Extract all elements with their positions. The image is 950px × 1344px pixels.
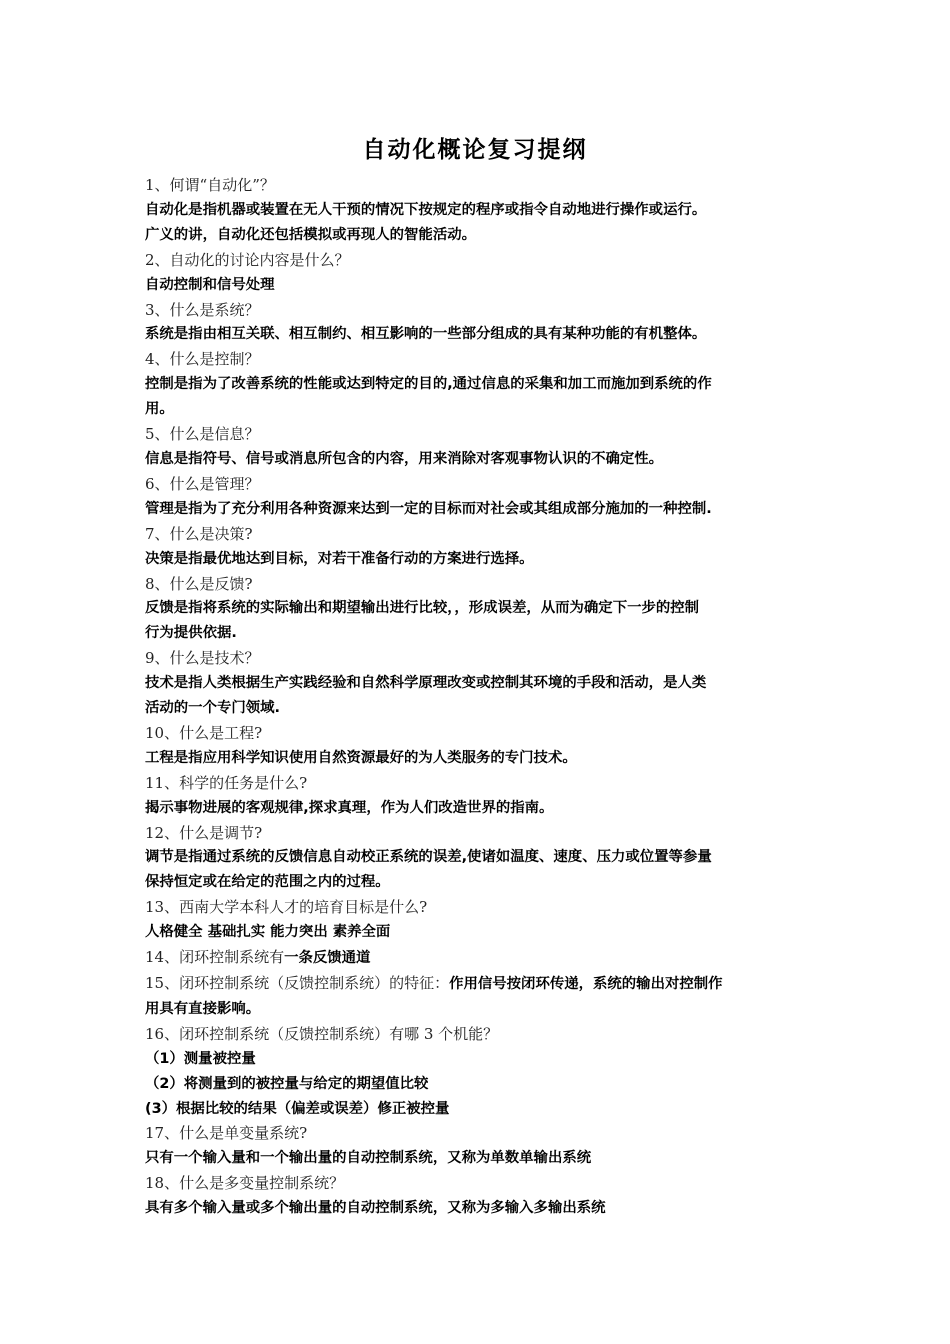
answer-text: 一条反馈通道 — [284, 950, 371, 967]
answer-text: (3）根据比较的结果（偏差或误差）修正被控量 — [145, 1100, 450, 1117]
question-text: 15、闭环控制系统（反馈控制系统）的特征： — [145, 974, 450, 992]
answer-text: 作用信号按闭环传递，系统的输出对控制作 — [449, 976, 723, 992]
question-text: 11、科学的任务是什么? — [145, 773, 308, 792]
answer-text: 广义的讲，自动化还包括模拟或再现人的智能活动。 — [145, 226, 476, 243]
qa-item-14 — [145, 945, 810, 971]
question-text: 17、什么是单变量系统? — [145, 1124, 308, 1143]
answer-text: 信息是指符号、信号或消息所包含的内容，用来消除对客观事物认识的不确定性。 — [145, 450, 664, 467]
question-text: 14、闭环控制系统有 — [145, 948, 285, 967]
question-text: 5、什么是信息？ — [145, 425, 260, 444]
document-body — [145, 173, 810, 1221]
answer-text: （1）测量被控量 — [145, 1050, 256, 1067]
answer-text: 用具有直接影响。 — [145, 1000, 261, 1017]
question-text: 9、什么是技术？ — [145, 649, 260, 668]
question-text: 6、什么是管理？ — [145, 474, 260, 493]
answer-text: 行为提供依据. — [145, 625, 237, 642]
question-text: 13、西南大学本科人才的培育目标是什么? — [145, 898, 428, 917]
answer-text: （2）将测量到的被控量与给定的期望值比较 — [145, 1075, 429, 1092]
answer-text: 控制是指为了改善系统的性能或达到特定的目的,通过信息的采集和加工而施加到系统的作 — [145, 376, 712, 393]
answer-text: 揭示事物进展的客观规律,探求真理，作为人们改造世界的指南。 — [145, 799, 554, 816]
qa-list — [145, 173, 810, 945]
question-text: 7、什么是决策? — [145, 524, 253, 543]
question-text: 1、何谓“自动化”？ — [145, 176, 275, 194]
answer-text: 管理是指为了充分利用各种资源来达到一定的目标而对社会或其组成部分施加的一种控制. — [145, 500, 712, 517]
answer-text: 技术是指人类根据生产实践经验和自然科学原理改变或控制其环境的手段和活动，是人类 — [145, 675, 707, 692]
question-text: 10、什么是工程? — [145, 723, 263, 742]
question-text: 16、闭环控制系统（反馈控制系统）有哪 3 个机能？ — [145, 1024, 499, 1043]
answer-text: 只有一个输入量和一个输出量的自动控制系统，又称为单数单输出系统 — [145, 1150, 592, 1167]
answer-text: 用。 — [145, 401, 174, 418]
document-title: 自动化概论复习提纲 — [362, 136, 588, 163]
question-text: 3、什么是系统？ — [145, 300, 260, 319]
answer-text: 工程是指应用科学知识使用自然资源最好的为人类服务的专门技术。 — [145, 749, 577, 766]
question-text: 8、什么是反馈? — [145, 574, 253, 593]
question-text: 4、什么是控制？ — [145, 350, 260, 369]
question-text: 2、自动化的讨论内容是什么？ — [145, 250, 350, 269]
answer-text: 具有多个输入量或多个输出量的自动控制系统，又称为多输入多输出系统 — [145, 1200, 606, 1217]
question-text: 12、什么是调节? — [145, 823, 263, 842]
answer-text: 活动的一个专门领域. — [145, 700, 280, 717]
answer-text: 反馈是指将系统的实际输出和期望输出进行比较，，形成误差，从而为确定下一步的控制 — [145, 600, 700, 617]
answer-text: 系统是指由相互关联、相互制约、相互影响的一些部分组成的具有某种功能的有机整体。 — [145, 326, 707, 343]
qa-item-15 — [145, 971, 810, 997]
answer-text: 自动化是指机器或装置在无人干预的情况下按规定的程序或指令自动地进行操作或运行。 — [145, 201, 707, 218]
answer-text: 调节是指通过系统的反馈信息自动校正系统的误差,使诸如温度、速度、压力或位置等参量 — [145, 849, 712, 866]
answer-text: 保持恒定或在给定的范围之内的过程。 — [145, 874, 390, 891]
answer-text: 自动控制和信号处理 — [145, 276, 275, 293]
question-text: 18、什么是多变量控制系统？ — [145, 1174, 345, 1193]
answer-text: 决策是指最优地达到目标，对若干准备行动的方案进行选择。 — [145, 550, 534, 567]
answer-text: 人格健全 基础扎实 能力突出 素养全面 — [145, 924, 391, 941]
